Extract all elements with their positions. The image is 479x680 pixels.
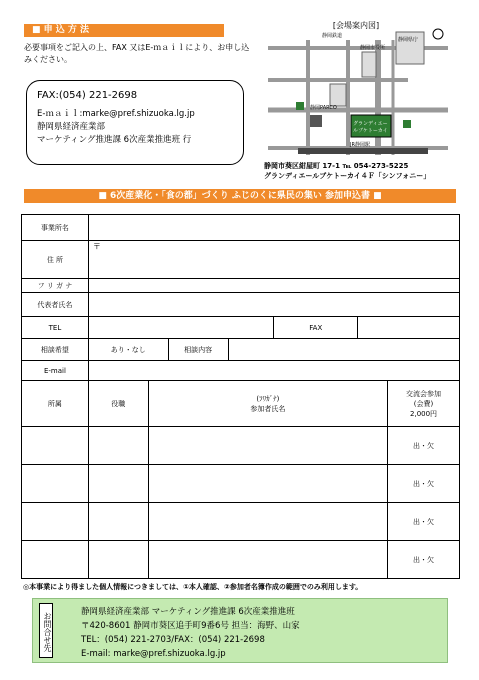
participant-attend[interactable]: 出・欠 <box>388 541 460 579</box>
participant-title[interactable] <box>88 503 148 541</box>
venue-name: グランディエールブケトーカイ４Ｆ「シンフォニー」 <box>264 172 431 180</box>
field-fax[interactable] <box>358 317 460 339</box>
label-fax: FAX <box>274 317 358 339</box>
map-label-station: JR静岡駅 <box>350 142 370 148</box>
participant-name[interactable] <box>148 427 387 465</box>
footer-text <box>81 605 300 661</box>
footer-tag: お問合せ先 <box>39 603 53 658</box>
label-furigana: フ リ ガ ナ <box>22 279 89 293</box>
postal-mark: 〒 <box>92 242 101 251</box>
label-business-name: 事業所名 <box>22 215 89 241</box>
participant-title[interactable] <box>88 541 148 579</box>
label-representative: 代表者氏名 <box>22 293 89 317</box>
venue-map <box>258 20 454 160</box>
application-form <box>21 214 460 579</box>
col-participant-kana: (ﾌﾘｶﾞﾅ) <box>256 394 280 403</box>
map-label-venue: グランディエールブケトーカイ <box>353 121 388 134</box>
map-label-parco: 静岡PARCO <box>310 105 337 111</box>
application-method-header: ■ 申 込 方 法 <box>24 24 224 37</box>
form-title-banner: ■ 6次産業化・「食の都」づくり ふじのくに県民の集い 参加申込書 ■ <box>24 189 456 203</box>
consult-options[interactable]: あり・なし <box>88 339 168 361</box>
participant-name[interactable] <box>148 465 387 503</box>
application-intro-text: 必要事項をご記入の上、FAX 又はE-ｍａｉｌにより、お申し込みください。 <box>24 43 250 64</box>
field-business-name[interactable] <box>88 215 459 241</box>
participant-attend[interactable]: 出・欠 <box>388 465 460 503</box>
map-label-railway: 静岡鉄道 <box>322 33 343 39</box>
participant-attend[interactable]: 出・欠 <box>388 427 460 465</box>
participant-dept[interactable] <box>22 541 89 579</box>
label-consult: 相談希望 <box>22 339 89 361</box>
participant-title[interactable] <box>88 465 148 503</box>
field-representative[interactable] <box>88 293 459 317</box>
org-name: 静岡県経済産業部 <box>37 122 106 132</box>
field-email[interactable] <box>88 361 459 381</box>
participant-row <box>22 541 460 579</box>
col-party-line2: (会費) <box>413 399 434 408</box>
field-furigana[interactable] <box>88 279 459 293</box>
participant-name[interactable] <box>148 503 387 541</box>
map-title: [会場案内図] <box>332 21 380 30</box>
participant-row <box>22 465 460 503</box>
participant-dept[interactable] <box>22 465 89 503</box>
col-party <box>388 381 460 427</box>
footer-address: 〒420-8601 静岡市葵区追手町9番6号 担当：海野、山家 <box>81 621 300 631</box>
participant-row <box>22 503 460 541</box>
participant-dept[interactable] <box>22 503 89 541</box>
footer-org: 静岡県経済産業部 マーケティング推進課 6次産業推進班 <box>81 607 295 617</box>
fax-email-box <box>26 80 244 165</box>
map-drawing <box>258 20 454 160</box>
participant-attend[interactable]: 出・欠 <box>388 503 460 541</box>
label-tel: TEL <box>22 317 89 339</box>
venue-address: 静岡市葵区紺屋町 17-1 ℡ 054-273-5225 <box>264 162 409 170</box>
col-party-line1: 交流会参加 <box>406 389 442 398</box>
col-dept: 所属 <box>22 381 89 427</box>
privacy-notice: ◎本事業により得ました個人情報につきましては、①本人確認、②参加者名簿作成の範囲でのみ利用します。 <box>23 583 363 591</box>
field-consult-content[interactable] <box>228 339 459 361</box>
map-label-pref: 静岡県庁 <box>398 37 419 43</box>
map-label-cityhall: 静岡市役所 <box>360 45 386 51</box>
field-address[interactable] <box>88 241 459 279</box>
label-email: E-mail <box>22 361 89 381</box>
dept-name: マーケティング推進課 6次産業推進班 行 <box>37 135 192 145</box>
fax-number: FAX:(054) 221-2698 <box>37 90 138 101</box>
footer-phone: TEL：(054) 221-2703/FAX：(054) 221-2698 <box>81 635 265 645</box>
label-address: 住 所 <box>22 241 89 279</box>
field-tel[interactable] <box>88 317 274 339</box>
venue-address-block <box>264 161 464 181</box>
footer-email: E-mail: marke@pref.shizuoka.lg.jp <box>81 649 226 659</box>
col-title: 役職 <box>88 381 148 427</box>
email-address: E-ｍａｉｌ:marke@pref.shizuoka.lg.jp <box>37 109 195 119</box>
label-consult-content: 相談内容 <box>168 339 228 361</box>
col-participant-label: 参加者氏名 <box>250 404 286 413</box>
participant-title[interactable] <box>88 427 148 465</box>
participant-dept[interactable] <box>22 427 89 465</box>
contact-footer <box>32 598 448 663</box>
col-participant-name <box>148 381 387 427</box>
participant-row <box>22 427 460 465</box>
participant-name[interactable] <box>148 541 387 579</box>
col-party-line3: 2,000円 <box>410 409 438 418</box>
